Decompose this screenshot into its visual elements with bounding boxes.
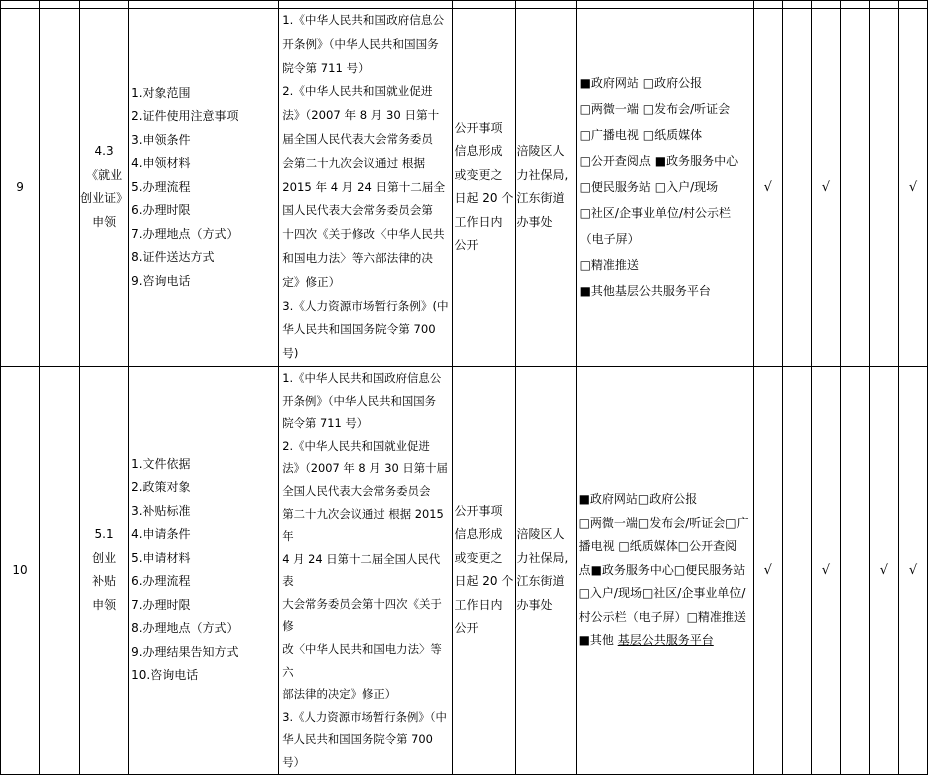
item-name: 4.3 《就业 创业证》 申领 bbox=[80, 144, 129, 229]
check-mark: √ bbox=[869, 366, 898, 774]
channels-underlined: 基层公共服务平台 bbox=[617, 633, 714, 648]
check-mark: √ bbox=[898, 9, 927, 367]
row-index: 10 bbox=[1, 366, 40, 774]
table-row-top-edge bbox=[1, 1, 928, 9]
item-name: 5.1 创业 补贴 申领 bbox=[92, 527, 117, 612]
legal-basis: 1.《中华人民共和国政府信息公 开条例》（中华人民共和国国务 院令第 711 号） 2.《中华人民共和国就业促进 法》（2007 年 8 月 30 日第十 届全国人民代表大会常务委员 会第二十九次会议通过 根据 2015 年 4 月 24 日第十二届全 国人民代表大会常务委员会第 十四次《关于修改〈中华人民共 和国电力法〉等六部法律的决 定》修正） 3.《人力资源市场暂行条例》(中 华人民共和国国务院令第 700 号) bbox=[282, 13, 449, 361]
table-row bbox=[1, 9, 928, 367]
check-mark bbox=[782, 9, 811, 367]
check-mark: √ bbox=[811, 9, 840, 367]
blank-cell bbox=[40, 9, 80, 367]
time-limit: 公开事项 信息形成 或变更之 日起 20 个 工作日内 公开 bbox=[454, 503, 514, 636]
blank-cell bbox=[40, 366, 80, 774]
disclosure-contents: 1.对象范围 2.证件使用注意事项 3.申领条件 4.申领材料 5.办理流程 6.办理时限 7.办理地点（方式） 8.证件送达方式 9.咨询电话 bbox=[131, 85, 239, 288]
check-mark: √ bbox=[898, 366, 927, 774]
responsible-department: 涪陵区人 力社保局, 江东街道 办事处 bbox=[516, 527, 569, 612]
disclosure-contents: 1.文件依据 2.政策对象 3.补贴标准 4.申请条件 5.申请材料 6.办理流程 7.办理时限 8.办理地点（方式） 9.办理结果告知方式 10.咨询电话 bbox=[131, 456, 239, 683]
table-row bbox=[1, 366, 928, 774]
check-mark bbox=[840, 9, 869, 367]
disclosure-channels bbox=[577, 488, 753, 653]
check-mark: √ bbox=[753, 9, 782, 367]
time-limit: 公开事项 信息形成 或变更之 日起 20 个 工作日内 公开 bbox=[454, 120, 514, 253]
channels-text: ■政府网站□政府公报 □两微一端□发布会/听证会□广 播电视 □纸质媒体□公开查阅 点■政务服务中心□便民服务站 □入户/现场□社区/企事业单位/ 村公示栏（电子屏）□精准推送 ■其他 bbox=[578, 492, 749, 648]
legal-basis: 1.《中华人民共和国政府信息公 开条例》（中华人民共和国国务 院令第 711 号） 2.《中华人民共和国就业促进 法》（2007 年 8 月 30 日第十届 全国人民代表大会常务委员会 第二十九次会议通过 根据 2015 年 4 月 24 日第十二届全国人民代表 大会常务委员会第十四次《关于修 改〈中华人民共和国电力法〉等六 部法律的决定》修正） 3.《人力资源市场暂行条例》（中 华人民共和国国务院令第 700 号） bbox=[282, 370, 448, 770]
check-mark bbox=[782, 366, 811, 774]
check-mark bbox=[840, 366, 869, 774]
disclosure-channels: ■政府网站 □政府公报 □两微一端 □发布会/听证会 □广播电视 □纸质媒体 □公开查阅点 ■政务服务中心 □便民服务站 □入户/现场 □社区/企事业单位/村公示栏（电子屏） □精准推送 ■其他基层公共服务平台 bbox=[579, 76, 739, 299]
check-mark bbox=[869, 9, 898, 367]
check-mark: √ bbox=[753, 366, 782, 774]
responsible-department: 涪陵区人 力社保局, 江东街道 办事处 bbox=[516, 144, 569, 229]
row-index: 9 bbox=[1, 9, 40, 367]
check-mark: √ bbox=[811, 366, 840, 774]
